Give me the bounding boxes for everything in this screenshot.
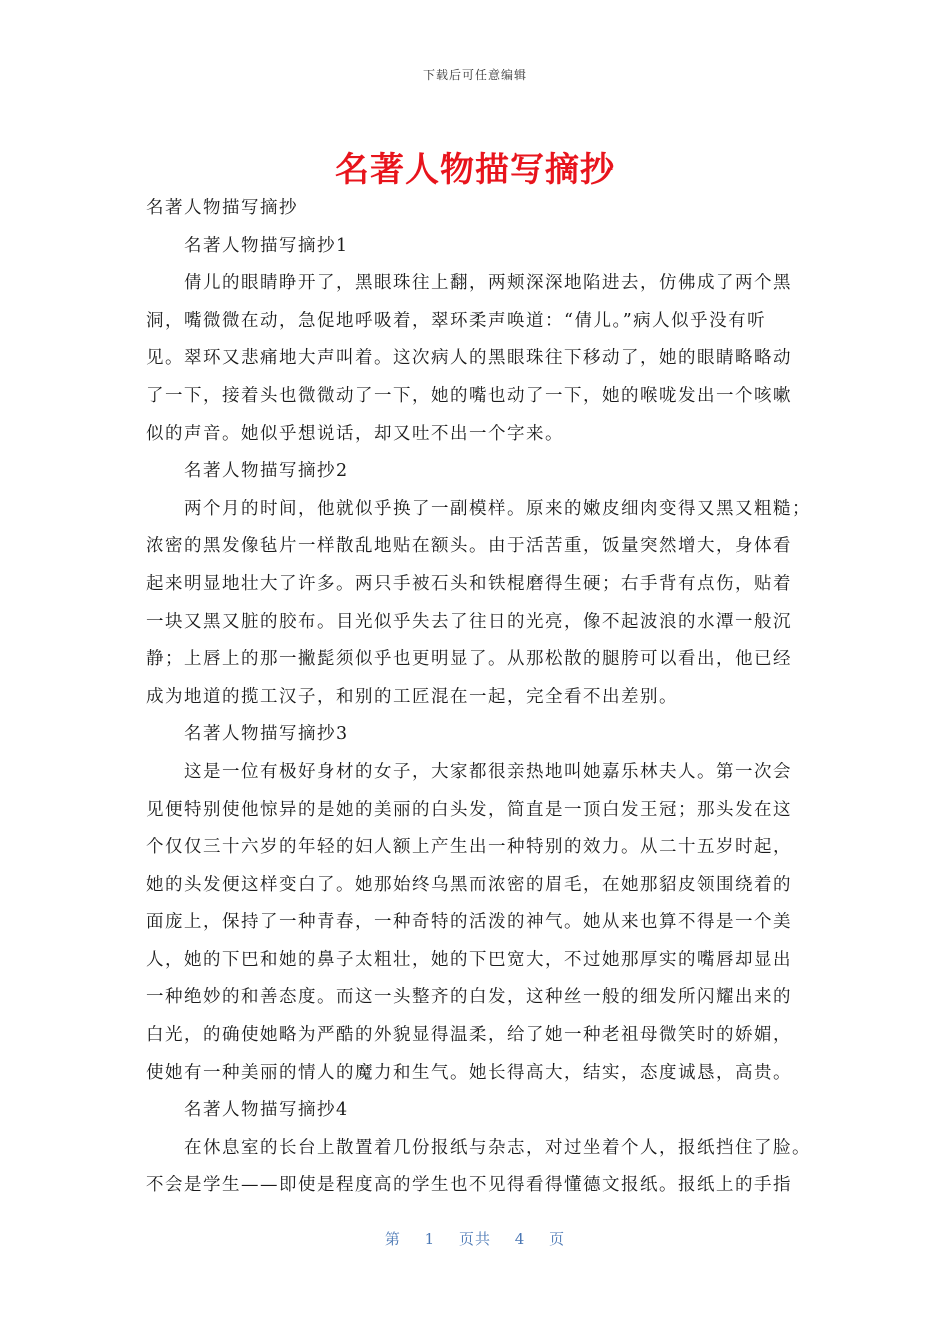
footer-current-page: 1 bbox=[424, 1230, 436, 1248]
text-line: 洞，嘴微微在动，急促地呼吸着，翠环柔声唤道：“倩儿。”病人似乎没有听 bbox=[146, 310, 767, 331]
text-line: 在休息室的长台上散置着几份报纸与杂志，对过坐着个人，报纸挡住了脸。 bbox=[184, 1137, 811, 1158]
text-line: 她的头发便这样变白了。她那始终乌黑而浓密的眉毛，在她那貂皮领围绕着的 bbox=[146, 874, 792, 895]
text-line: 两个月的时间，他就似乎换了一副模样。原来的嫩皮细肉变得又黑又粗糙； bbox=[184, 498, 811, 519]
footer-label-of: 页共 bbox=[458, 1230, 491, 1248]
text-line: 这是一位有极好身材的女子，大家都很亲热地叫她嘉乐林夫人。第一次会 bbox=[184, 761, 792, 782]
page-footer bbox=[0, 1228, 950, 1249]
text-line: 见。翠环又悲痛地大声叫着。这次病人的黑眼珠往下移动了，她的眼睛略略动 bbox=[146, 348, 792, 369]
text-line: 名著人物描写摘抄3 bbox=[184, 724, 349, 745]
text-line: 名著人物描写摘抄2 bbox=[184, 461, 349, 482]
text-line: 似的声音。她似乎想说话，却又吐不出一个字来。 bbox=[146, 423, 564, 444]
text-line: 个仅仅三十六岁的年轻的妇人额上产生出一种特别的效力。从二十五岁时起， bbox=[146, 837, 792, 858]
text-line: 见便特别使他惊异的是她的美丽的白头发，简直是一顶白发王冠；那头发在这 bbox=[146, 799, 792, 820]
text-line: 人，她的下巴和她的鼻子太粗壮，她的下巴宽大，不过她那厚实的嘴唇却显出 bbox=[146, 949, 792, 970]
footer-label-pages: 页 bbox=[549, 1230, 566, 1248]
footer-total-pages: 4 bbox=[514, 1230, 526, 1248]
text-line: 不会是学生——即使是程度高的学生也不见得看得懂德文报纸。报纸上的手指 bbox=[146, 1175, 792, 1196]
text-line: 了一下，接着头也微微动了一下，她的嘴也动了一下，她的喉咙发出一个咳嗽 bbox=[146, 385, 792, 406]
text-line: 一块又黑又脏的胶布。目光似乎失去了往日的光亮，像不起波浪的水潭一般沉 bbox=[146, 611, 792, 632]
text-line: 一种绝妙的和善态度。而这一头整齐的白发，这种丝一般的细发所闪耀出来的 bbox=[146, 987, 792, 1008]
footer-label-page: 第 bbox=[384, 1230, 401, 1248]
document-title: 名著人物描写摘抄 bbox=[335, 150, 615, 190]
text-line: 使她有一种美丽的情人的魔力和生气。她长得高大，结实，态度诚恳，高贵。 bbox=[146, 1062, 792, 1083]
text-line: 成为地道的揽工汉子，和别的工匠混在一起，完全看不出差别。 bbox=[146, 686, 678, 707]
text-line: 起来明显地壮大了许多。两只手被石头和铁棍磨得生硬；右手背有点伤，贴着 bbox=[146, 573, 792, 594]
text-line: 白光，的确使她略为严酷的外貌显得温柔，给了她一种老祖母微笑时的娇媚， bbox=[146, 1025, 792, 1046]
document-body bbox=[146, 190, 811, 1205]
text-line: 名著人物描写摘抄 bbox=[146, 198, 298, 218]
text-line: 倩儿的眼睛睁开了，黑眼珠往上翻，两颊深深地陷进去，仿佛成了两个黑 bbox=[184, 273, 792, 294]
page-header: 下载后可任意编辑 bbox=[422, 68, 527, 82]
text-line: 浓密的黑发像毡片一样散乱地贴在额头。由于活苦重，饭量突然增大，身体看 bbox=[146, 536, 792, 557]
text-line: 面庞上，保持了一种青春，一种奇特的活泼的神气。她从来也算不得是一个美 bbox=[146, 912, 792, 933]
text-line: 静；上唇上的那一撇髭须似乎也更明显了。从那松散的腿胯可以看出，他已经 bbox=[146, 649, 792, 670]
text-line: 名著人物描写摘抄4 bbox=[184, 1100, 349, 1121]
text-line: 名著人物描写摘抄1 bbox=[184, 235, 349, 256]
